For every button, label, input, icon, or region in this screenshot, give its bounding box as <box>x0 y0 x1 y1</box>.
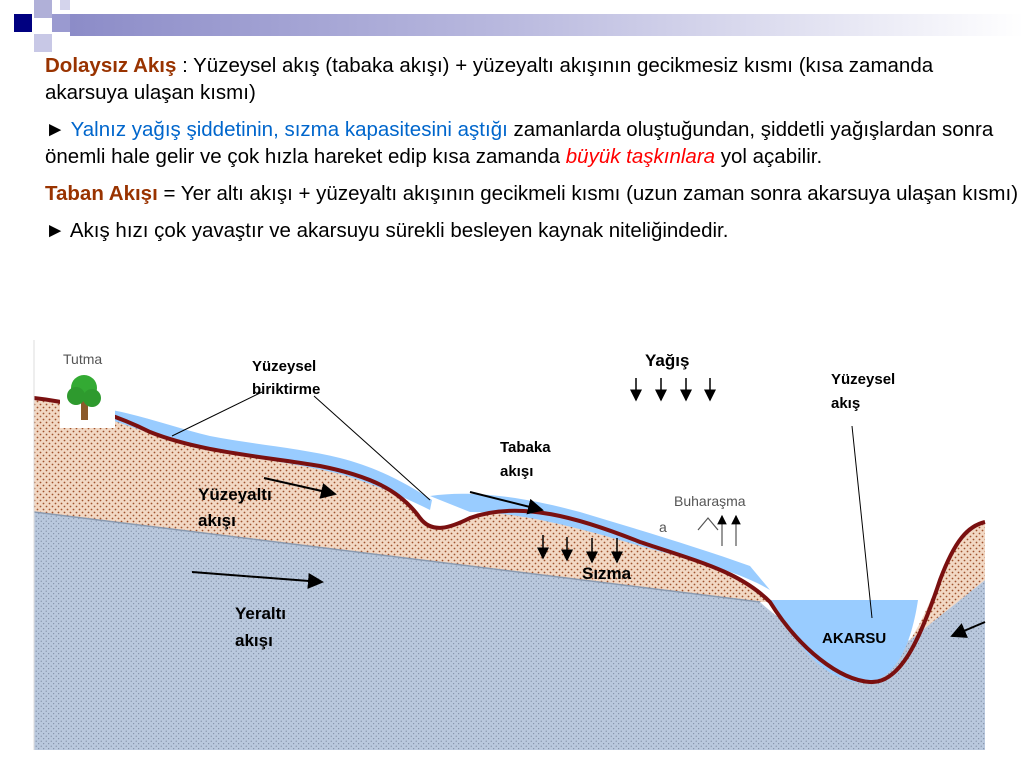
decor-square-2 <box>34 0 52 18</box>
decor-square-3 <box>52 14 70 32</box>
tree-icon <box>60 366 115 428</box>
decor-square-1 <box>14 14 32 32</box>
evaporation-arrows <box>698 516 736 546</box>
label-yuzeysel-akis-1: Yüzeysel <box>831 371 896 388</box>
slide-text <box>45 52 1020 254</box>
paragraph-taban-akisi <box>45 180 1020 207</box>
label-yuzeysel-biriktirme-2: biriktirme <box>252 381 321 398</box>
term-dolaysiz-akis: Dolaysız Akış <box>45 54 177 77</box>
term-taban-akisi: Taban Akışı <box>45 182 158 205</box>
definition-dolaysiz-akis: : Yüzeysel akış (tabaka akışı) + yüzeyaltı akışının gecikmesiz kısmı (kısa zamanda akarsuya ulaşan kısmı) <box>45 54 934 104</box>
label-yuzeyalti-akisi-2: akışı <box>198 511 236 530</box>
label-sizma: Sızma <box>582 564 632 583</box>
bullet-1-end: yol açabilir. <box>715 145 823 168</box>
title-decoration-bar <box>70 14 1024 36</box>
highlight-red-text: büyük taşkınlara <box>565 145 716 168</box>
leader-line-biriktirme-left <box>172 392 262 436</box>
leader-line-yuzeysel-akis <box>852 426 872 618</box>
label-buharasma-fragment: a <box>659 519 667 535</box>
label-yagis: Yağış <box>645 351 690 370</box>
bullet-1-text: zamanlarda oluştuğundan, şiddetli yağışlardan sonra önemli hale gelir ve çok hızla hareket edip kısa zamanda <box>45 118 994 168</box>
label-buharasma: Buharaşma <box>674 493 746 509</box>
label-yeralti-akisi-2: akışı <box>235 631 273 650</box>
label-yuzeyalti-akisi-1: Yüzeyaltı <box>198 485 272 504</box>
bullet-2-text: Akış hızı çok yavaştır ve akarsuyu sürekli besleyen kaynak niteliğindedir. <box>69 219 729 242</box>
label-yuzeysel-akis-2: akış <box>831 395 861 412</box>
decor-square-4 <box>34 34 52 52</box>
highlight-blue-text: Yalnız yağış şiddetinin, sızma kapasitesini aştığı <box>70 118 508 141</box>
paragraph-bullet-1 <box>45 116 1020 170</box>
runoff-diagram <box>0 340 1024 768</box>
label-akarsu: AKARSU <box>822 630 887 647</box>
label-tutma: Tutma <box>63 351 103 367</box>
label-yuzeysel-biriktirme-1: Yüzeysel <box>252 358 317 375</box>
definition-taban-akisi: = Yer altı akışı + yüzeyaltı akışının gecikmeli kısmı (uzun zaman sonra akarsuya ulaşan kısmı) <box>157 182 1019 205</box>
label-yeralti-akisi-1: Yeraltı <box>235 604 287 623</box>
label-tabaka-akisi-2: akışı <box>500 463 534 480</box>
paragraph-bullet-2 <box>45 217 1020 244</box>
decor-square-5 <box>60 0 70 10</box>
paragraph-dolaysiz-akis <box>45 52 1020 106</box>
bullet-marker: ► <box>45 219 70 242</box>
bullet-marker: ► <box>45 118 71 141</box>
rain-arrows <box>636 378 710 400</box>
label-tabaka-akisi-1: Tabaka <box>500 439 551 456</box>
